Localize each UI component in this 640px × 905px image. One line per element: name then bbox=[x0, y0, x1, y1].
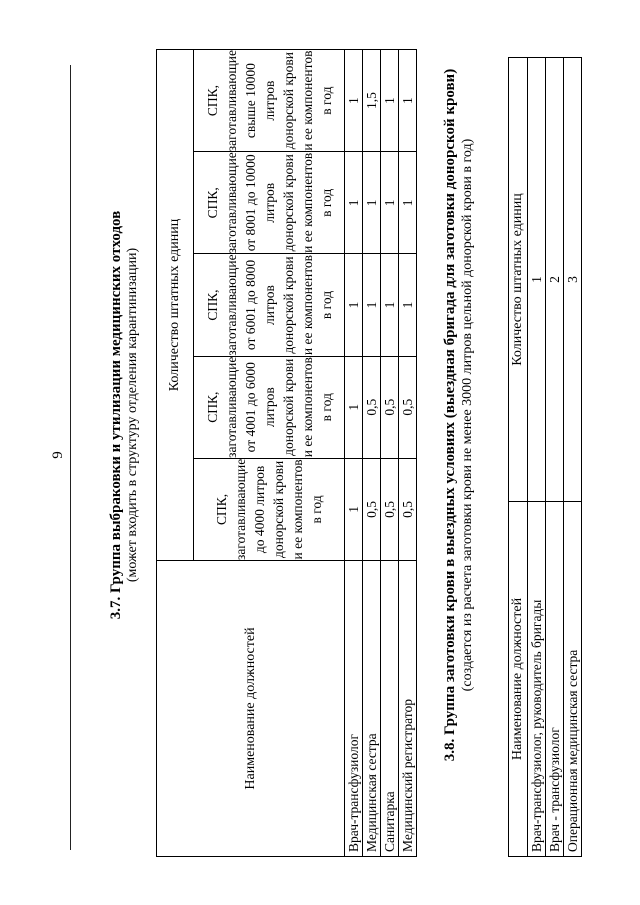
table-row bbox=[528, 58, 546, 857]
staff-count: 0,5 bbox=[363, 356, 381, 458]
position-name: Врач-трансфузиолог, руководитель бригады bbox=[528, 502, 546, 857]
staff-count: 1 bbox=[345, 152, 363, 254]
column-header: СПК, заготавливающие от 8001 до 10000 литров донорской крови и ее компонентов в год bbox=[194, 152, 345, 254]
staff-count: 1 bbox=[345, 254, 363, 356]
section-38-subtitle: (создается из расчета заготовки крови не менее 3000 литров цельной донорской крови в год) bbox=[460, 138, 475, 692]
column-header: СПК, заготавливающие от 6001 до 8000 литров донорской крови и ее компонентов в год bbox=[194, 254, 345, 356]
staff-count: 1 bbox=[399, 50, 417, 152]
staffing-table-38 bbox=[508, 57, 582, 857]
page-number: 9 bbox=[50, 451, 66, 459]
table-row bbox=[345, 50, 363, 857]
table-row bbox=[546, 58, 564, 857]
section-38-title: 3.8. Группа заготовки крови в выездных условиях (выездная бригада для заготовки донорской крови) bbox=[442, 68, 458, 762]
staff-count: 1,5 bbox=[363, 50, 381, 152]
staff-count: 1 bbox=[399, 152, 417, 254]
position-name: Операционная медицинская сестра bbox=[564, 502, 582, 857]
table-row bbox=[363, 50, 381, 857]
section-37-subtitle: (может входить в структуру отделения карантинизации) bbox=[125, 247, 140, 583]
staff-count: 0,5 bbox=[381, 458, 399, 560]
position-name: Врач-трансфузиолог bbox=[345, 561, 363, 857]
staff-count: 1 bbox=[345, 50, 363, 152]
section-37-title: 3.7. Группа выбраковки и утилизации медицинских отходов bbox=[108, 210, 124, 620]
staff-count: 0,5 bbox=[399, 458, 417, 560]
staff-count: 1 bbox=[345, 458, 363, 560]
staff-count: 1 bbox=[345, 356, 363, 458]
column-header: СПК, заготавливающие до 4000 литров донорской крови и ее компонентов в год bbox=[194, 458, 345, 560]
position-name: Врач - трансфузиолог bbox=[546, 502, 564, 857]
staff-count: 1 bbox=[381, 50, 399, 152]
staff-count: 0,5 bbox=[399, 356, 417, 458]
staff-units-header: Количество штатных единиц bbox=[157, 50, 194, 561]
header-rule bbox=[70, 65, 71, 850]
staff-count: 1 bbox=[363, 152, 381, 254]
staff-count: 1 bbox=[399, 254, 417, 356]
staff-count: 3 bbox=[564, 58, 582, 502]
position-name-header: Наименование должностей bbox=[157, 561, 345, 857]
staff-count: 1 bbox=[381, 254, 399, 356]
staff-count: 1 bbox=[381, 152, 399, 254]
staff-count: 1 bbox=[528, 58, 546, 502]
position-name: Медицинский регистратор bbox=[399, 561, 417, 857]
staff-count: 2 bbox=[546, 58, 564, 502]
table-row bbox=[564, 58, 582, 857]
table-row bbox=[381, 50, 399, 857]
staff-count: 0,5 bbox=[381, 356, 399, 458]
position-name: Санитарка bbox=[381, 561, 399, 857]
position-name-header: Наименование должностей bbox=[509, 502, 528, 857]
position-name: Медицинская сестра bbox=[363, 561, 381, 857]
column-header: СПК, заготавливающие свыше 10000 литров донорской крови и ее компонентов в год bbox=[194, 50, 345, 152]
staff-count: 1 bbox=[363, 254, 381, 356]
table-header-row bbox=[157, 50, 194, 857]
column-header: СПК, заготавливающие от 4001 до 6000 литров донорской крови и ее компонентов в год bbox=[194, 356, 345, 458]
staff-count: 0,5 bbox=[363, 458, 381, 560]
table-header-row bbox=[509, 58, 528, 857]
staff-units-header: Количество штатных единиц bbox=[509, 58, 528, 502]
table-row bbox=[399, 50, 417, 857]
staffing-table-37 bbox=[156, 49, 417, 857]
